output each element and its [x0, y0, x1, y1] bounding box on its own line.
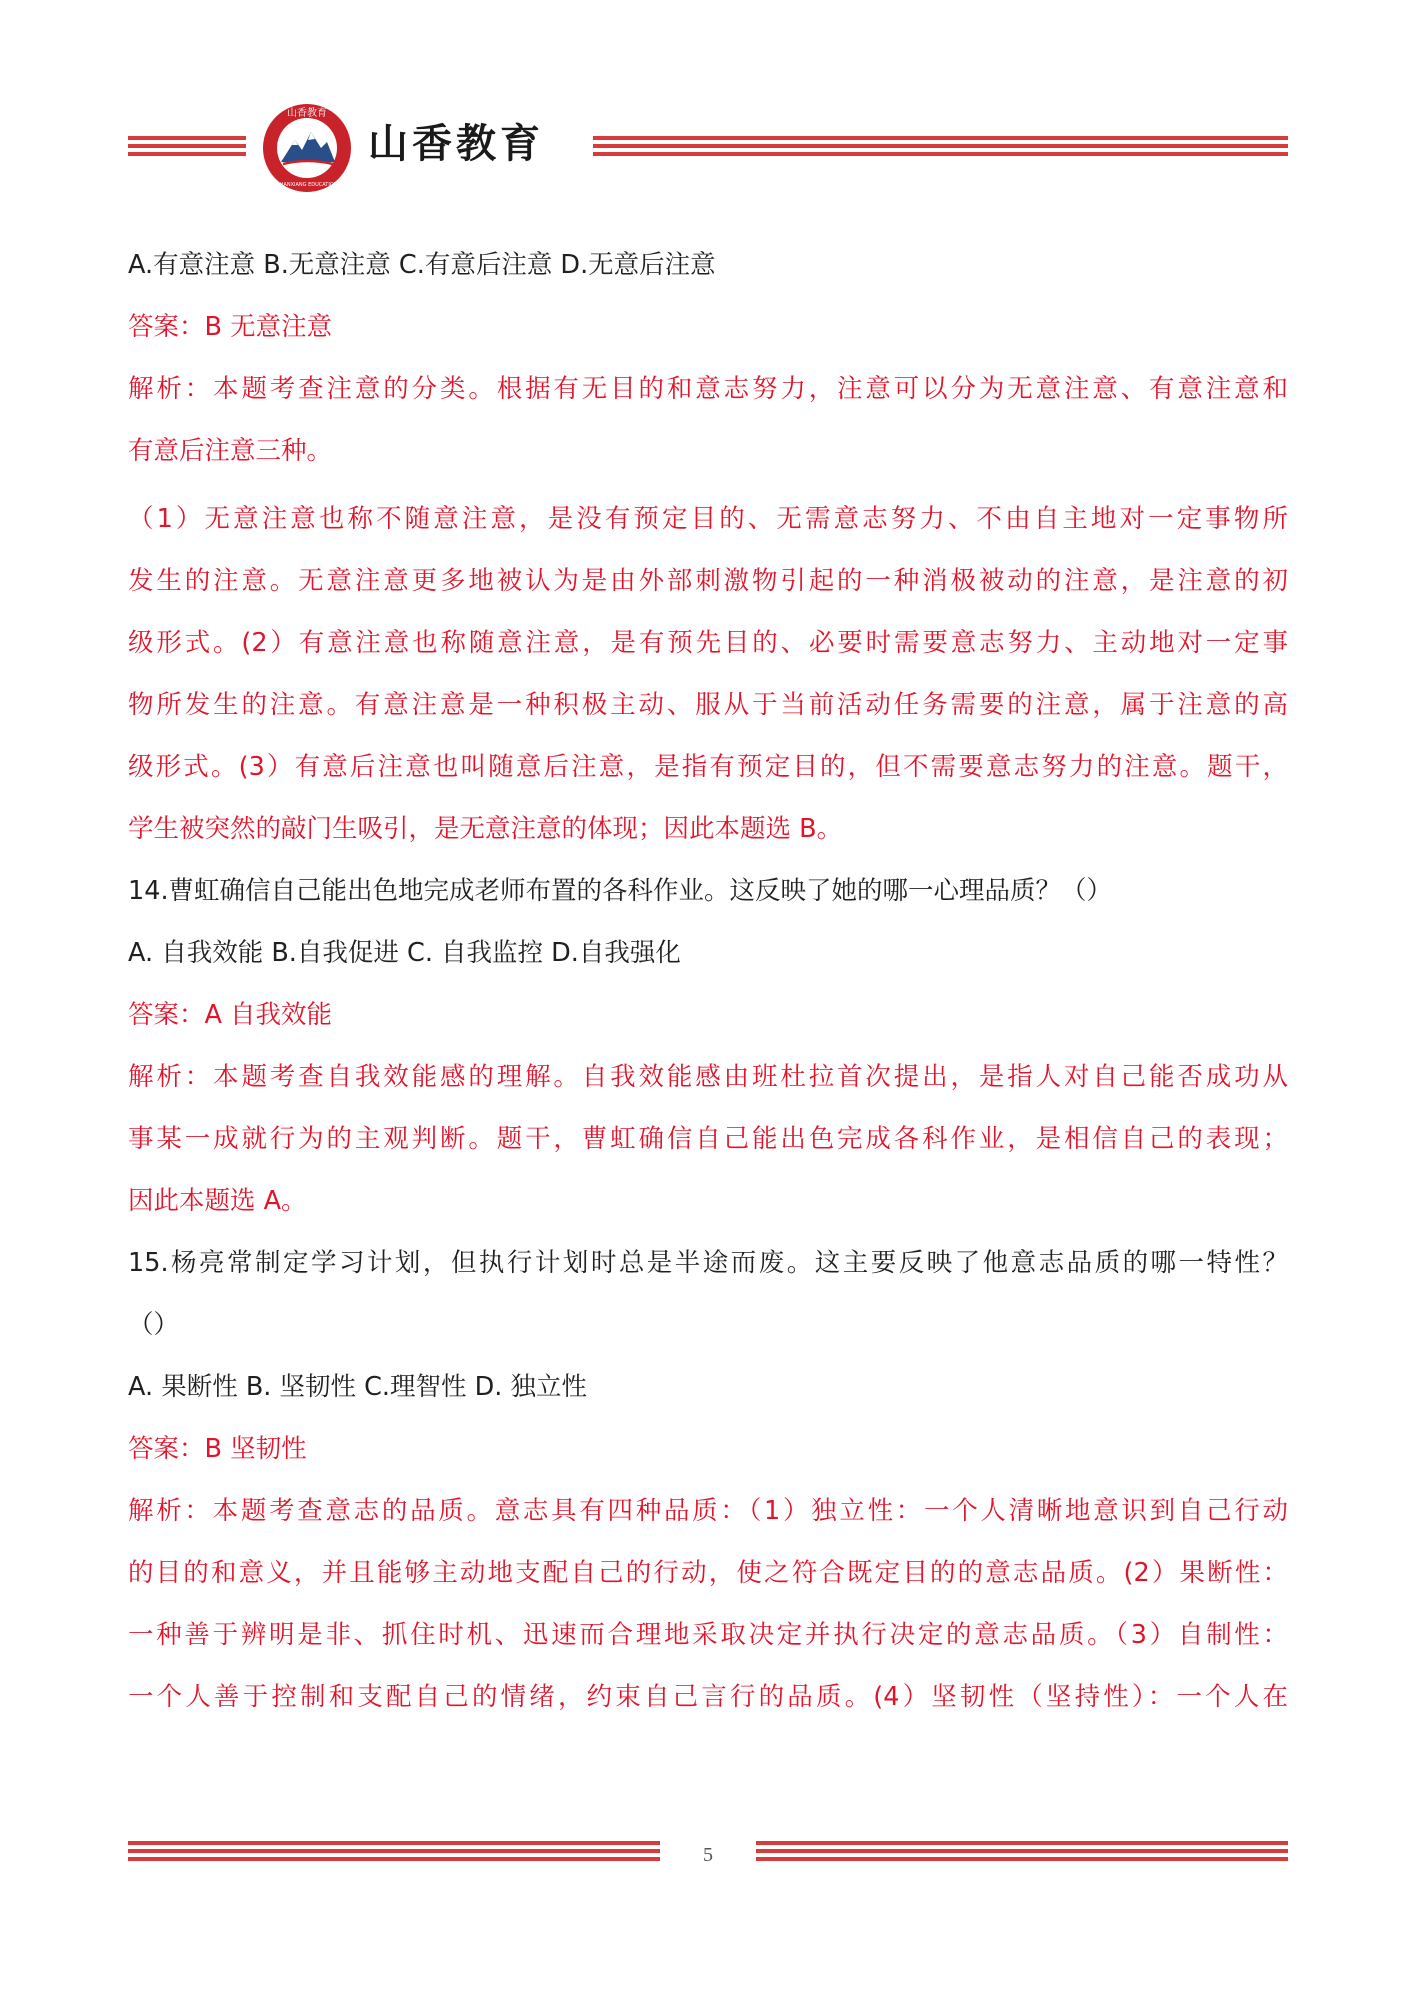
- q14-analysis-line: 事某一成就行为的主观判断。题干，曹虹确信自己能出色完成各科作业，是相信自己的表现；: [128, 1124, 1288, 1154]
- q14-analysis-line: 因此本题选 A。: [128, 1186, 307, 1216]
- q13-analysis-line: 学生被突然的敲门生吸引，是无意注意的体现；因此本题选 B。: [128, 814, 843, 844]
- q13-analysis-line: 级形式。(2）有意注意也称随意注意，是有预先目的、必要时需要意志努力、主动地对一定事: [128, 628, 1288, 658]
- q15-analysis-line: 解析：本题考查意志的品质。意志具有四种品质：（1）独立性：一个人清晰地意识到自己行动: [128, 1496, 1288, 1526]
- q13-analysis-line: 解析：本题考查注意的分类。根据有无目的和意志努力，注意可以分为无意注意、有意注意和: [128, 374, 1288, 404]
- header-stripes-right: [593, 136, 1288, 162]
- q13-answer: 答案：B 无意注意: [128, 312, 333, 342]
- q14-options: A. 自我效能 B.自我促进 C. 自我监控 D.自我强化: [128, 938, 681, 968]
- q14-analysis-line: 解析：本题考查自我效能感的理解。自我效能感由班杜拉首次提出，是指人对自己能否成功从: [128, 1062, 1288, 1092]
- footer-stripes-left: [128, 1841, 660, 1867]
- logo-bottom-text: SHANXIANG EDUCATION: [276, 182, 338, 188]
- q15-options: A. 果断性 B. 坚韧性 C.理智性 D. 独立性: [128, 1372, 587, 1402]
- mountain-emblem-icon: [261, 102, 353, 194]
- q13-analysis-line: 发生的注意。无意注意更多地被认为是由外部刺激物引起的一种消极被动的注意，是注意的初: [128, 566, 1288, 596]
- q13-options: A.有意注意 B.无意注意 C.有意后注意 D.无意后注意: [128, 250, 716, 280]
- page-header: [128, 96, 1288, 196]
- footer-stripes-right: [756, 1841, 1288, 1867]
- q15-analysis-line: 一个人善于控制和支配自己的情绪，约束自己言行的品质。(4）坚韧性（坚持性）：一个人在: [128, 1682, 1288, 1712]
- q13-analysis-line: 有意后注意三种。: [128, 436, 333, 466]
- q13-analysis-line: （1）无意注意也称不随意注意，是没有预定目的、无需意志努力、不由自主地对一定事物所: [128, 504, 1288, 534]
- q14-question: 14.曹虹确信自己能出色地完成老师布置的各科作业。这反映了她的哪一心理品质？（）: [128, 876, 1113, 906]
- header-stripes-left: [128, 136, 246, 162]
- brand-name: 山香教育: [368, 120, 544, 167]
- q15-question-line: （）: [128, 1310, 180, 1340]
- page-footer: [128, 1835, 1288, 1875]
- q15-answer: 答案：B 坚韧性: [128, 1434, 307, 1464]
- page-content: [128, 234, 1288, 1728]
- q15-analysis-line: 的目的和意义，并且能够主动地支配自己的行动，使之符合既定目的的意志品质。(2）果断性：: [128, 1558, 1288, 1588]
- q15-question-line: 15.杨亮常制定学习计划，但执行计划时总是半途而废。这主要反映了他意志品质的哪一特性？: [128, 1248, 1288, 1278]
- q13-analysis-line: 级形式。(3）有意后注意也叫随意后注意，是指有预定目的，但不需要意志努力的注意。题干，: [128, 752, 1288, 782]
- q14-answer: 答案：A 自我效能: [128, 1000, 333, 1030]
- q13-analysis-line: 物所发生的注意。有意注意是一种积极主动、服从于当前活动任务需要的注意，属于注意的高: [128, 690, 1288, 720]
- logo-top-text: 山香教育: [287, 108, 327, 119]
- page-number: 5: [703, 1844, 713, 1866]
- q15-analysis-line: 一种善于辨明是非、抓住时机、迅速而合理地采取决定并执行决定的意志品质。（3）自制性：: [128, 1620, 1288, 1650]
